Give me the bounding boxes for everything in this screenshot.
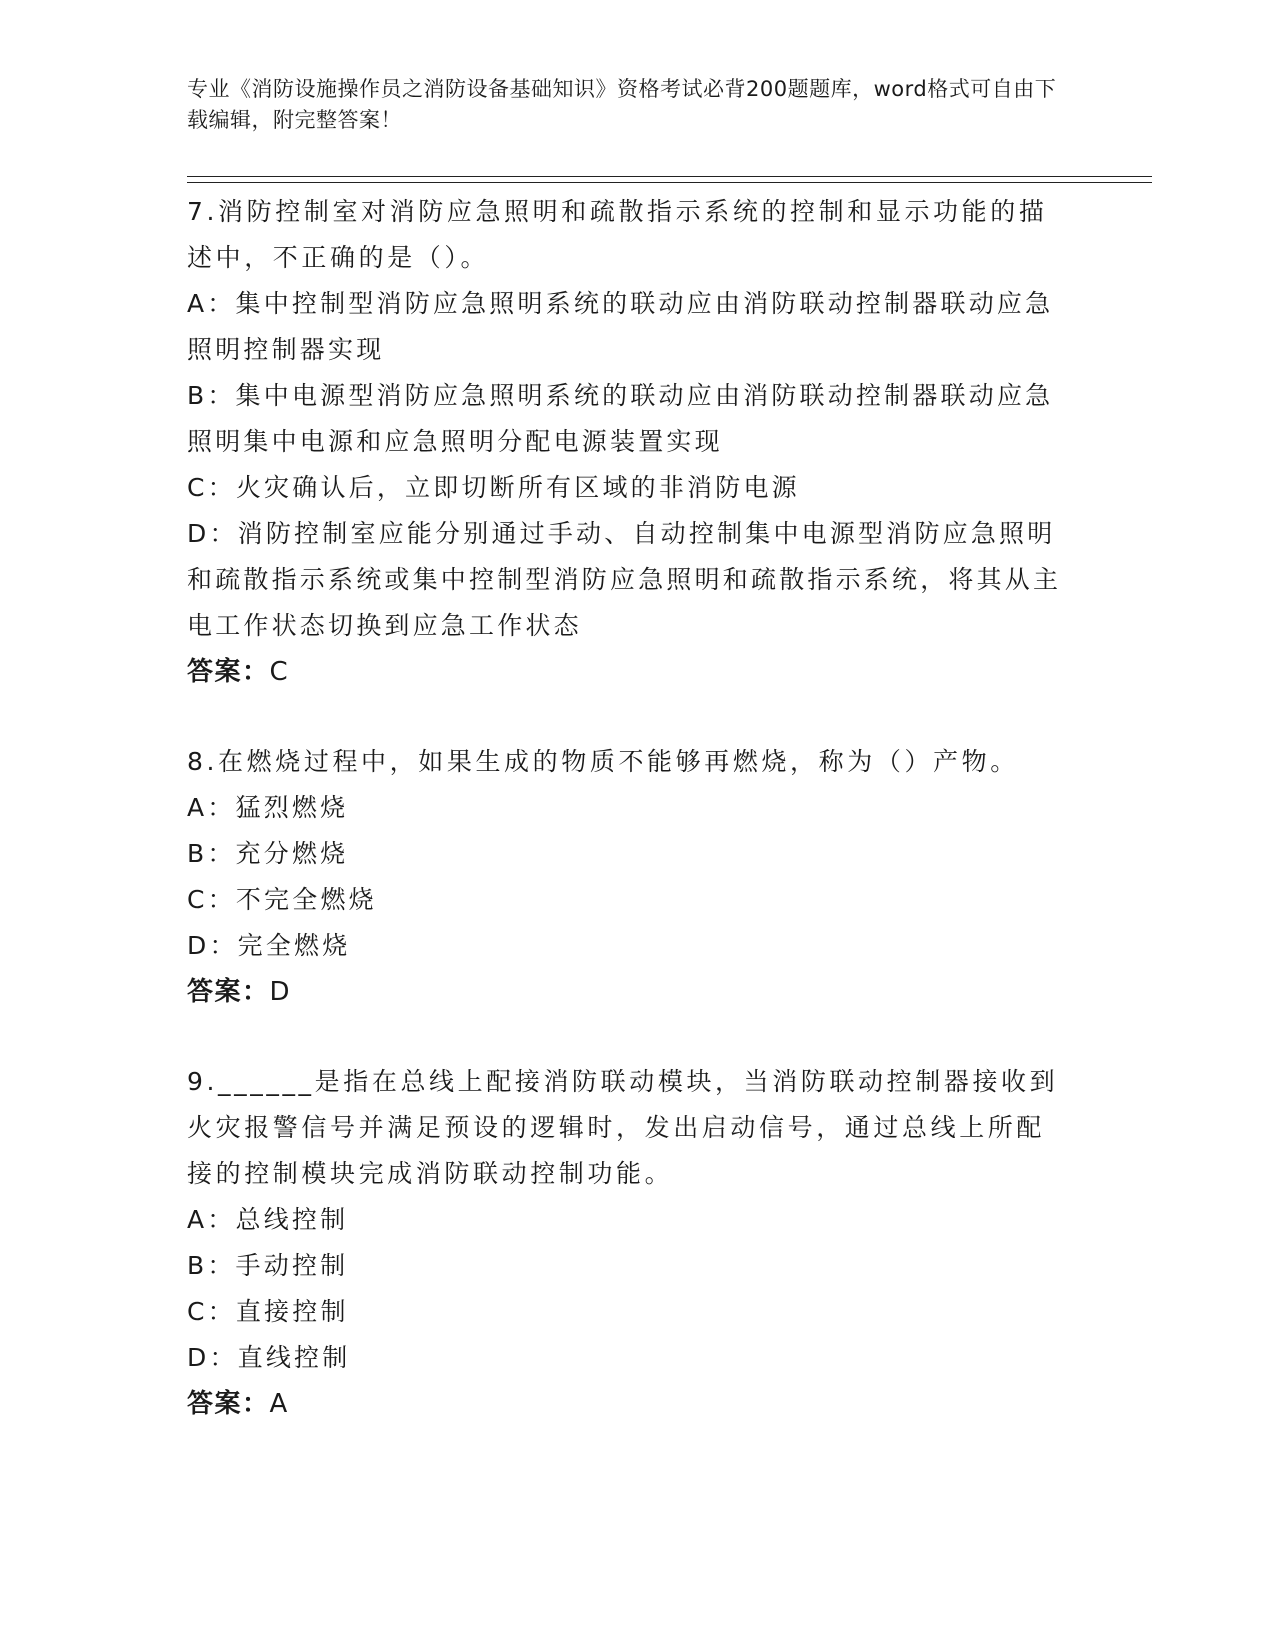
answer-value: C bbox=[269, 657, 290, 687]
question-8 bbox=[187, 739, 1067, 1015]
option-d: D：直线控制 bbox=[187, 1343, 351, 1372]
option-c: C：不完全燃烧 bbox=[187, 885, 377, 914]
question-stem: 8.在燃烧过程中，如果生成的物质不能够再燃烧，称为（）产物。 bbox=[187, 747, 1019, 776]
page-header: 专业《消防设施操作员之消防设备基础知识》资格考试必背200题题库，word格式可自由下载编辑，附完整答案！ bbox=[187, 77, 1057, 132]
option-c: C：火灾确认后，立即切断所有区域的非消防电源 bbox=[187, 473, 800, 502]
answer-label: 答案： bbox=[187, 977, 270, 1007]
answer bbox=[187, 969, 1067, 1015]
option-b: B：手动控制 bbox=[187, 1251, 349, 1280]
answer bbox=[187, 649, 1067, 695]
option-a: A：总线控制 bbox=[187, 1205, 349, 1234]
answer-label: 答案： bbox=[187, 657, 270, 687]
question-list bbox=[187, 189, 1067, 1471]
answer bbox=[187, 1381, 1067, 1427]
question-stem: 9.______是指在总线上配接消防联动模块，当消防联动控制器接收到火灾报警信号并满足预设的逻辑时，发出启动信号，通过总线上所配接的控制模块完成消防联动控制功能。 bbox=[187, 1067, 1059, 1188]
question-7 bbox=[187, 189, 1067, 695]
option-b: B：集中电源型消防应急照明系统的联动应由消防联动控制器联动应急照明集中电源和应急照明分配电源装置实现 bbox=[187, 381, 1054, 456]
answer-label: 答案： bbox=[187, 1389, 270, 1419]
option-d: D：消防控制室应能分别通过手动、自动控制集中电源型消防应急照明和疏散指示系统或集中控制型消防应急照明和疏散指示系统，将其从主电工作状态切换到应急工作状态 bbox=[187, 519, 1062, 640]
option-d: D：完全燃烧 bbox=[187, 931, 351, 960]
header-divider-bottom bbox=[187, 182, 1152, 183]
answer-value: A bbox=[269, 1389, 289, 1419]
option-a: A：集中控制型消防应急照明系统的联动应由消防联动控制器联动应急照明控制器实现 bbox=[187, 289, 1054, 364]
header-divider-top bbox=[187, 176, 1152, 177]
answer-value: D bbox=[269, 977, 292, 1007]
option-a: A：猛烈燃烧 bbox=[187, 793, 349, 822]
option-b: B：充分燃烧 bbox=[187, 839, 349, 868]
question-9 bbox=[187, 1059, 1067, 1427]
question-stem: 7.消防控制室对消防应急照明和疏散指示系统的控制和显示功能的描述中，不正确的是（）。 bbox=[187, 197, 1048, 272]
option-c: C：直接控制 bbox=[187, 1297, 349, 1326]
